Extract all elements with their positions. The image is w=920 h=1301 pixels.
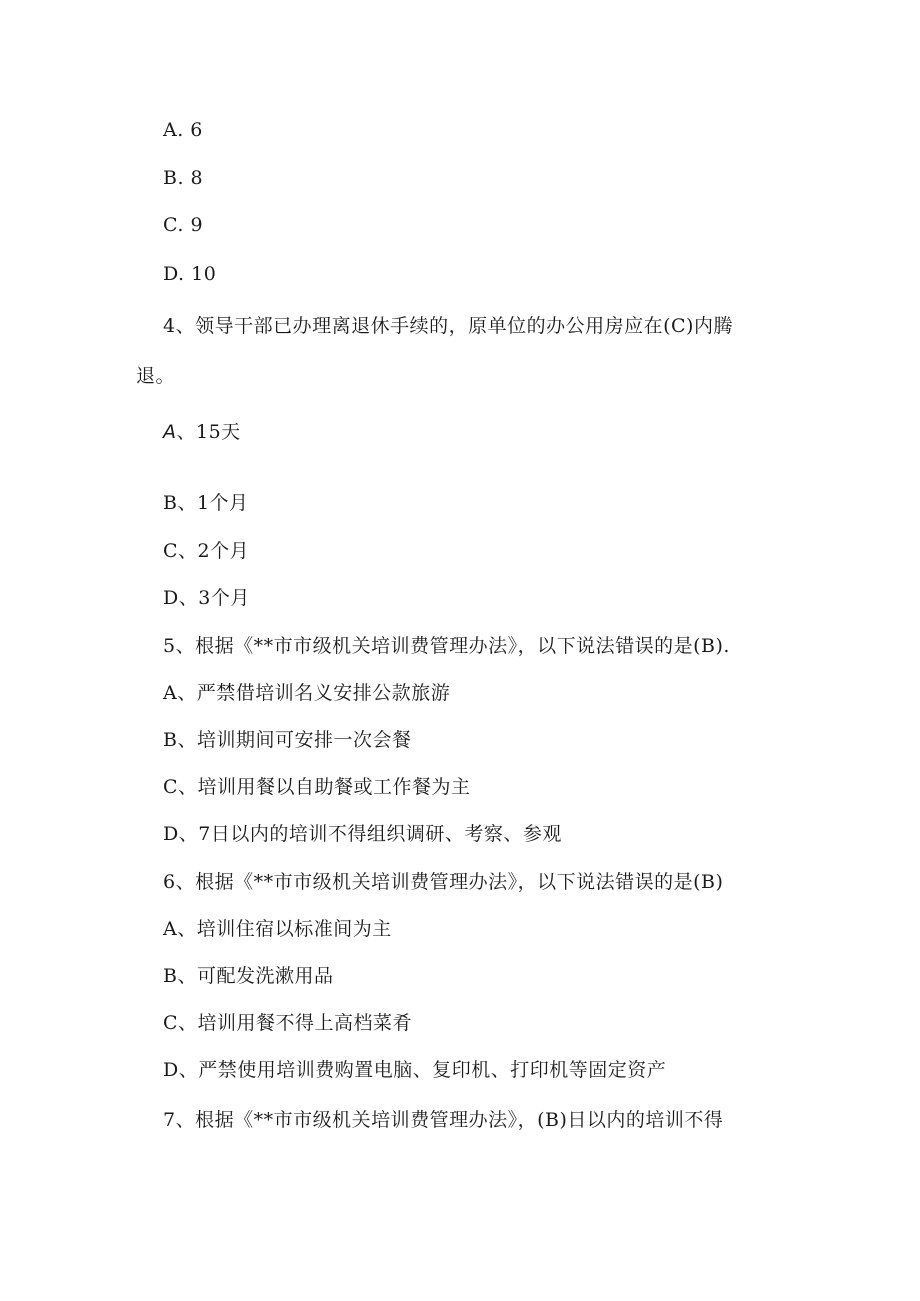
q6-option-b: B、可配发洗漱用品 xyxy=(163,965,334,987)
q4-option-a-text: 、15天 xyxy=(176,421,241,443)
q4-option-c: C、2个月 xyxy=(163,540,250,562)
q5-option-c: C、培训用餐以自助餐或工作餐为主 xyxy=(163,776,471,798)
q6-question: 6、根据《**市市级机关培训费管理办法》，以下说法错误的是(B) xyxy=(163,871,724,893)
q3-option-d: D. 10 xyxy=(163,263,217,285)
q5-option-d: D、7日以内的培训不得组织调研、考察、参观 xyxy=(163,823,562,845)
q4-option-a xyxy=(163,420,241,444)
q4-option-d: D、3个月 xyxy=(163,587,250,609)
q5-option-a: A、严禁借培训名义安排公款旅游 xyxy=(163,682,451,704)
q4-question-line1: 4、领导干部已办理离退休手续的，原单位的办公用房应在(C)内腾 xyxy=(163,315,733,337)
q5-question: 5、根据《**市市级机关培训费管理办法》，以下说法错误的是(B). xyxy=(163,635,730,657)
q6-option-a: A、培训住宿以标准间为主 xyxy=(163,918,392,940)
q4-option-b: B、1个月 xyxy=(163,492,249,514)
q6-option-d: D、严禁使用培训费购置电脑、复印机、打印机等固定资产 xyxy=(163,1059,667,1081)
q7-question: 7、根据《**市市级机关培训费管理办法》，(B)日以内的培训不得 xyxy=(163,1109,724,1131)
q4-question-line2: 退。 xyxy=(136,365,176,387)
q6-option-c: C、培训用餐不得上高档菜肴 xyxy=(163,1012,413,1034)
q3-option-c: C. 9 xyxy=(163,214,204,236)
q3-option-a: A. 6 xyxy=(163,119,203,141)
q4-option-a-letter: A xyxy=(163,421,177,443)
q5-option-b: B、培训期间可安排一次会餐 xyxy=(163,729,412,751)
q3-option-b: B. 8 xyxy=(163,167,204,189)
